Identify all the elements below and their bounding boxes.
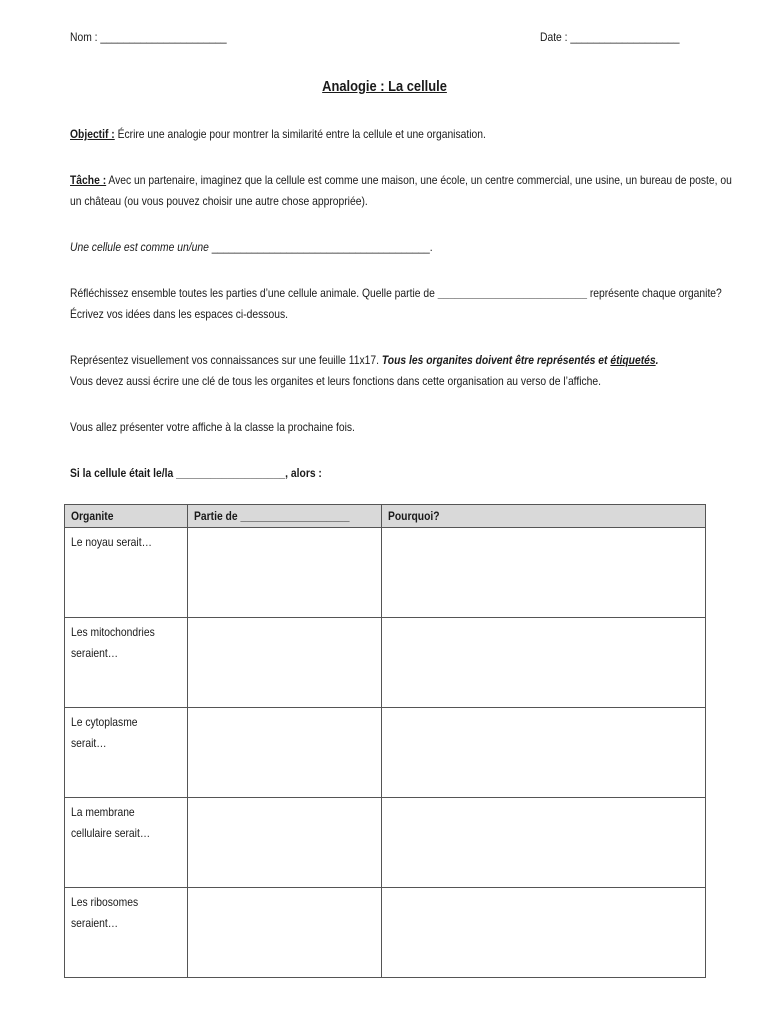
reflect-text-a: Réfléchissez ensemble toutes les parties d’une cellule animale. Quelle partie de xyxy=(70,286,438,300)
objectif-label: Objectif : xyxy=(70,127,115,141)
date-field[interactable]: Date : ___________________ xyxy=(540,30,680,44)
organite-cell: Le noyau serait… xyxy=(65,528,188,618)
si-line: Si la cellule était le/la ___________________, alors : xyxy=(70,466,322,480)
organite-cell: Les ribosomes seraient… xyxy=(65,888,188,978)
page-title: Analogie : La cellule xyxy=(322,78,448,95)
organite-cell: Le cytoplasme serait… xyxy=(65,708,188,798)
visual-text-a: Représentez visuellement vos connaissances sur une feuille 11x17. xyxy=(70,353,382,367)
reflect-text-b: représente chaque organite? xyxy=(586,286,722,300)
analogy-prompt: Une cellule est comme un/une xyxy=(70,240,209,254)
visual-text-period: . xyxy=(655,353,659,367)
organite-table xyxy=(64,504,706,978)
reflect-line1 xyxy=(70,285,722,301)
tache-line2: un château (ou vous pouvez choisir une autre chose appropriée). xyxy=(70,194,368,208)
organite-cell: Les mitochondries seraient… xyxy=(65,618,188,708)
present-line: Vous allez présenter votre affiche à la classe la prochaine fois. xyxy=(70,420,355,434)
analogy-line xyxy=(70,239,433,255)
reflect-blank[interactable]: __________________________ xyxy=(437,286,587,300)
header-organite: Organite xyxy=(65,505,188,528)
reflect-line2: Écrivez vos idées dans les espaces ci-dessous. xyxy=(70,307,288,321)
pourquoi-cell[interactable] xyxy=(381,888,705,978)
table-header-row xyxy=(65,505,706,528)
partie-cell[interactable] xyxy=(188,798,382,888)
table-row xyxy=(65,528,706,618)
tache-label: Tâche : xyxy=(70,173,107,187)
analogy-blank[interactable]: ______________________________________. xyxy=(208,240,433,254)
header-pourquoi: Pourquoi? xyxy=(381,505,705,528)
tache-text-1: Avec un partenaire, imaginez que la cellule est comme une maison, une école, un centre commercial, une usine, un bureau de poste, ou xyxy=(106,173,732,187)
partie-cell[interactable] xyxy=(188,528,382,618)
partie-cell[interactable] xyxy=(188,888,382,978)
table-row xyxy=(65,708,706,798)
visual-text-bold: Tous les organites doivent être représentés et xyxy=(381,353,611,367)
visual-text-underlined: étiquetés xyxy=(610,353,656,367)
name-field[interactable]: Nom : ______________________ xyxy=(70,30,227,44)
table-row xyxy=(65,888,706,978)
header-partie-de: Partie de ___________________ xyxy=(188,505,382,528)
objectif-text: Écrire une analogie pour montrer la similarité entre la cellule et une organisation. xyxy=(114,127,486,141)
partie-cell[interactable] xyxy=(188,618,382,708)
pourquoi-cell[interactable] xyxy=(381,528,705,618)
organite-cell: La membrane cellulaire serait… xyxy=(65,798,188,888)
partie-cell[interactable] xyxy=(188,708,382,798)
visual-line2: Vous devez aussi écrire une clé de tous les organites et leurs fonctions dans cette organisation au verso de l’affiche. xyxy=(70,374,602,388)
tache-line1 xyxy=(70,172,732,188)
objectif-paragraph xyxy=(70,126,486,142)
table-row xyxy=(65,798,706,888)
pourquoi-cell[interactable] xyxy=(381,708,705,798)
pourquoi-cell[interactable] xyxy=(381,798,705,888)
visual-line1 xyxy=(70,352,659,368)
table-row xyxy=(65,618,706,708)
pourquoi-cell[interactable] xyxy=(381,618,705,708)
